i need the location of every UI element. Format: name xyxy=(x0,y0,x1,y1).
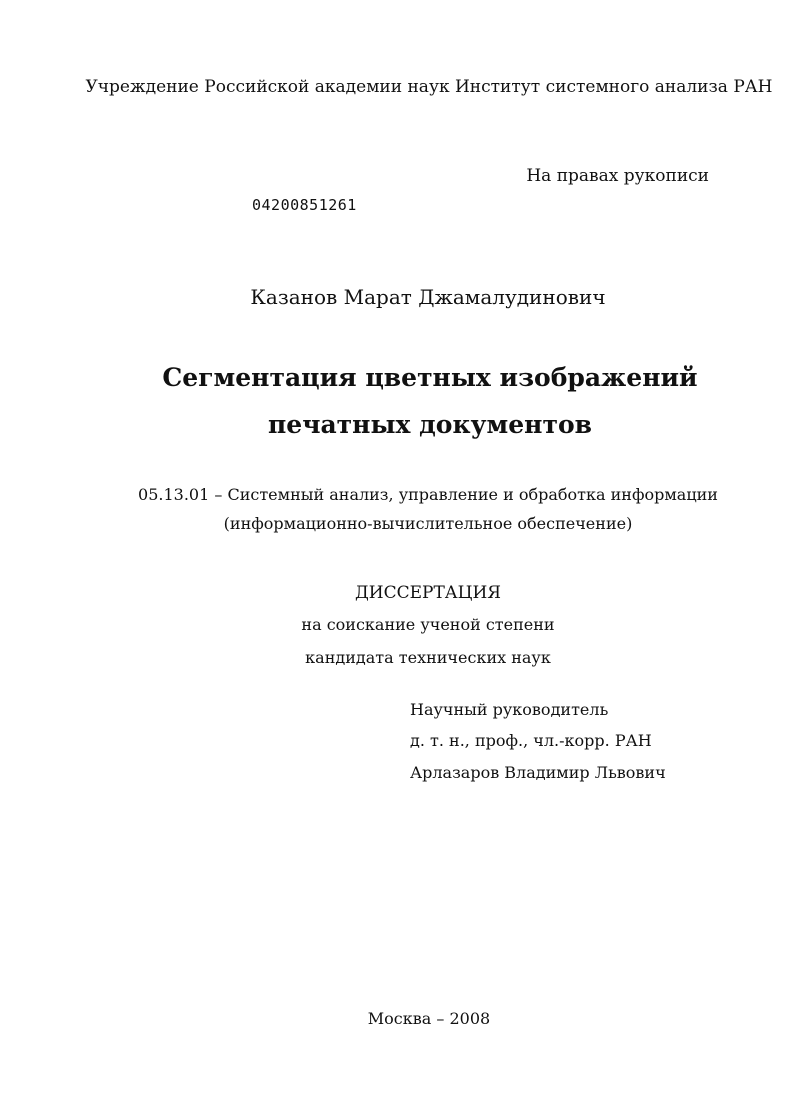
dissertation-title-line-2: печатных документов xyxy=(267,410,592,439)
supervisor-label: Научный руководитель xyxy=(410,700,609,719)
catalog-code: 04200851261 xyxy=(252,196,357,214)
manuscript-rights-note: На правах рукописи xyxy=(526,166,709,186)
specialty-line-1: 05.13.01 – Системный анализ, управление и обработка информации xyxy=(138,485,718,504)
dissertation-title-line-1: Сегментация цветных изображений xyxy=(162,363,698,392)
degree-line-1: на соискание ученой степени xyxy=(301,615,555,634)
institution-name: Учреждение Российской академии наук Институт системного анализа РАН xyxy=(85,77,773,97)
supervisor-name: Арлазаров Владимир Львович xyxy=(410,763,666,782)
specialty-line-2: (информационно-вычислительное обеспечение) xyxy=(223,514,633,533)
degree-line-2: кандидата технических наук xyxy=(305,648,551,667)
document-type: ДИССЕРТАЦИЯ xyxy=(354,583,502,603)
supervisor-credentials: д. т. н., проф., чл.-корр. РАН xyxy=(410,731,652,750)
author-name: Казанов Марат Джамалудинович xyxy=(250,285,606,309)
city-year: Москва – 2008 xyxy=(367,1009,491,1028)
